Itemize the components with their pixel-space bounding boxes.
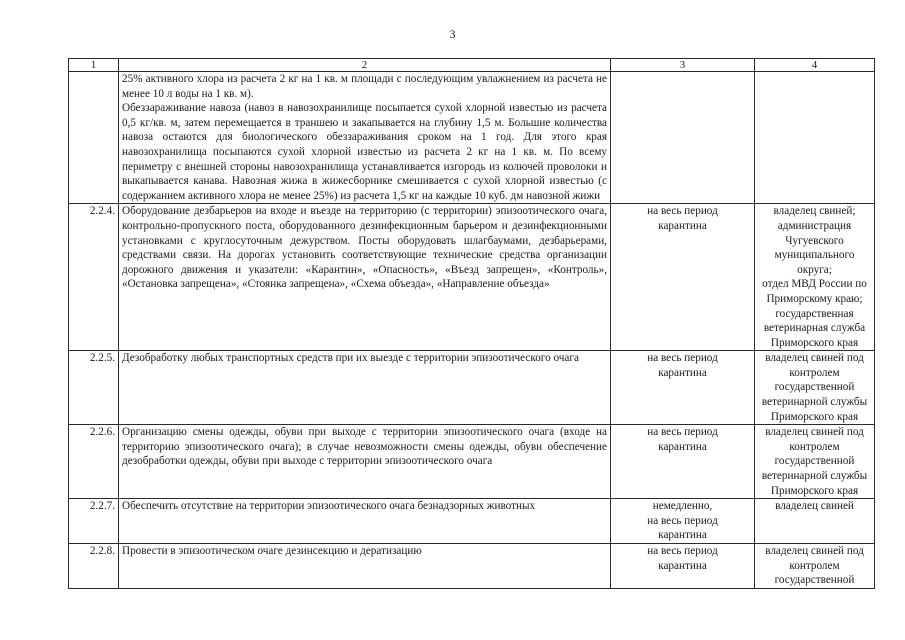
- measure-paragraph: Организацию смены одежды, обуви при выходе с территории эпизоотического очага (входе на территорию эпизоотического очага); в случае невозможности смены одежды, обуви обеспечение дезобработки одежды, обуви при выходе с территории эпизоотического очага: [122, 426, 607, 468]
- item-number: 2.2.5.: [69, 351, 119, 425]
- measure-text: [119, 72, 611, 204]
- table-row: [69, 425, 875, 499]
- responsible-cell: [755, 204, 875, 351]
- term-line: карантина: [658, 440, 707, 453]
- responsible-line: контролем государственной: [774, 366, 855, 394]
- table-row: [69, 72, 875, 204]
- measure-paragraph: Оборудование дезбарьеров на входе и въезде на территорию (с территории) эпизоотического очага, контрольно-пропускного поста, оборудованного дезинфекционным барьером и дезинфекционными установками с круглосуточным дежурством. Посты оборудовать шлагбаумами, дезбарьерами, средствами связи. На дорогах установить соответствующие технические средства организации дорожного движения и указатели: «Карантин», «Опасность», «Въезд запрещен», «Контроль», «Остановка запрещена», «Стоянка запрещена», «Схема объезда», «Направление объезда»: [122, 205, 607, 291]
- table-row: [69, 544, 875, 589]
- responsible-line: владелец свиней: [775, 500, 854, 513]
- responsible-cell: [755, 499, 875, 544]
- term-line: на весь период: [647, 352, 718, 365]
- responsible-line: контролем государственной: [774, 559, 855, 587]
- responsible-line: Приморского края: [770, 336, 859, 349]
- responsible-line: владелец свиней под: [765, 545, 864, 557]
- measure-paragraph: Обеззараживание навоза (навоз в навозохранилище посыпается сухой хлорной известью из расчета 0,5 кг/кв. м, затем перемещается в траншею и закапывается на глубину 1,5 м. Большие количества навоза остаются для биологического обеззараживания сроком на 1 год. Для этого края навозохранилища посыпаются сухой хлорной известью из расчета 2 кг на 1 кв. м. По всему периметру с внешней стороны навозохранилища устанавливается изгородь из колючей проволоки и выкапывается канава. Навозная жижа в жижесборнике смешивается с сухой хлорной известью (с содержанием активного хлора не менее 25%) из расчета 1,5 кг на каждые 10 куб. дм навозной жижи: [122, 102, 607, 202]
- responsible-line: ветеринарная служба: [763, 322, 866, 335]
- item-number: [69, 72, 119, 204]
- header-cell-1: 1: [69, 59, 119, 72]
- responsible-cell: [755, 544, 875, 589]
- responsible-line: ветеринарной службы: [761, 470, 868, 483]
- header-cell-4: 4: [755, 59, 875, 72]
- item-number: 2.2.7.: [69, 499, 119, 544]
- term-line: карантина: [658, 559, 707, 572]
- responsible-line: отдел МВД России по: [762, 278, 867, 291]
- responsible-line: Приморскому краю;: [766, 292, 863, 305]
- measure-text: [119, 204, 611, 351]
- responsible-line: муниципального округа;: [774, 249, 855, 276]
- term-line: на весь период: [647, 205, 718, 218]
- responsible-cell: [755, 425, 875, 499]
- responsible-line: контролем государственной: [774, 440, 855, 468]
- term-cell: [611, 351, 755, 425]
- responsible-line: владелец свиней под: [765, 352, 864, 365]
- term-cell: [611, 544, 755, 589]
- responsible-line: владелец свиней под: [765, 426, 864, 439]
- table-row: [69, 351, 875, 425]
- measure-text: [119, 425, 611, 499]
- responsible-cell: [755, 351, 875, 425]
- measure-paragraph: 25% активного хлора из расчета 2 кг на 1 кв. м площади с последующим увлажнением из расчета не менее 10 л воды на 1 кв. м).: [122, 73, 607, 100]
- measures-table: [68, 58, 875, 589]
- measure-text: [119, 351, 611, 425]
- responsible-line: ветеринарной службы: [761, 396, 868, 409]
- measure-paragraph: Провести в эпизоотическом очаге дезинсекцию и дератизацию: [122, 545, 422, 557]
- responsible-line: Приморского края: [770, 484, 859, 497]
- responsible-line: государственная: [775, 307, 854, 320]
- measure-paragraph: Обеспечить отсутствие на территории эпизоотического очага безнадзорных животных: [122, 500, 536, 513]
- header-cell-2: 2: [119, 59, 611, 72]
- term-line: карантина: [658, 366, 707, 379]
- responsible-cell: [755, 72, 875, 204]
- term-cell: [611, 204, 755, 351]
- table-row: [69, 204, 875, 351]
- responsible-line: владелец свиней;: [773, 205, 856, 218]
- responsible-line: Чугуевского: [785, 234, 844, 247]
- measure-text: [119, 544, 611, 589]
- term-line: на весь период: [647, 426, 718, 439]
- item-number: 2.2.8.: [69, 544, 119, 589]
- measure-text: [119, 499, 611, 544]
- term-line: немедленно,: [652, 500, 713, 513]
- term-line: на весь период: [647, 545, 718, 557]
- term-line: на весь период: [647, 514, 718, 527]
- responsible-line: администрация: [777, 219, 852, 232]
- term-cell: [611, 499, 755, 544]
- term-line: карантина: [658, 529, 707, 542]
- header-cell-3: 3: [611, 59, 755, 72]
- measure-paragraph: Дезобработку любых транспортных средств при их выезде с территории эпизоотического очага: [122, 352, 579, 365]
- table-header-row: [69, 59, 875, 72]
- item-number: 2.2.4.: [69, 204, 119, 351]
- item-number: 2.2.6.: [69, 425, 119, 499]
- page-number: 3: [449, 27, 456, 41]
- term-cell: [611, 72, 755, 204]
- responsible-line: Приморского края: [770, 410, 859, 423]
- term-line: карантина: [658, 219, 707, 232]
- term-cell: [611, 425, 755, 499]
- table-row: [69, 499, 875, 544]
